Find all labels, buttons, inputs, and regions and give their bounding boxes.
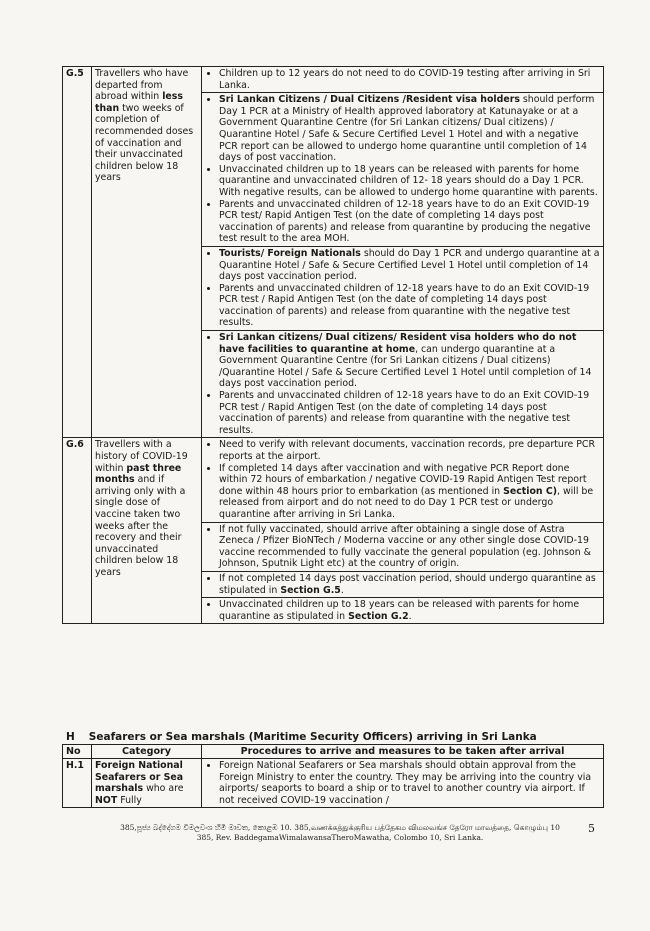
row-number: H.1 bbox=[63, 759, 92, 808]
row-number: G.5 bbox=[63, 67, 92, 438]
page-number: 5 bbox=[588, 822, 595, 835]
procedure-cell bbox=[202, 246, 604, 330]
footer-address-local: 385,පූජ්‍ය බද්දේගම විමලවංශ හිමි මාවත, කොළඹ 10. 385,வணக்கத்துக்குரிய பத்தேகம விமலவங்ச தேரோ மாவத்தை, கொழும்பு 10 bbox=[120, 823, 560, 832]
bullet-item: • If not completed 14 days post vaccination period, should undergo quarantine as stipulated in Section G.5. bbox=[219, 573, 600, 596]
bullet-item: • Foreign National Seafarers or Sea marshals should obtain approval from the Foreign Ministry to enter the country. They may be arriving into the country via airports/ seaports to board a ship or to travel to another country via airport. If not received COVID-19 vaccination / bbox=[219, 760, 600, 806]
category-cell: Travellers with a history of COVID-19 within past three months and if arriving only with a single dose of vaccine taken two weeks after the recovery and their unvaccinated children below 18 years bbox=[92, 438, 202, 624]
section-title: Seafarers or Sea marshals (Maritime Security Officers) arriving in Sri Lanka bbox=[88, 731, 537, 743]
bullet-item: • Sri Lankan Citizens / Dual Citizens /Resident visa holders should perform Day 1 PCR at a Ministry of Health approved laboratory at Katunayake or at a Government Quarantine Centre (for Sri Lankan citizens/ Dual citizens) / Quarantine Hotel / Safe & Secure Certified Level 1 Hotel and with a negative PCR report can be allowed to undergo home quarantine until completion of 14 days of post vaccination. bbox=[219, 94, 600, 164]
footer-address-english: 385, Rev. BaddegamaWimalawansaTheroMawatha, Colombo 10, Sri Lanka. bbox=[196, 833, 484, 842]
category-cell: Travellers who have departed from abroad within less than two weeks of completion of recommended doses of vaccination and their unvaccinated children below 18 years bbox=[92, 67, 202, 438]
bullet-item: • If not fully vaccinated, should arrive after obtaining a single dose of Astra Zeneca / Pfizer BioNTech / Moderna vaccine or any other single dose COVID-19 vaccine recommended to fully vaccinate the general population (eg. Johnson & Johnson, Sputnik Light etc) at the country of origin. bbox=[219, 524, 600, 570]
bullet-item: • Sri Lankan citizens/ Dual citizens/ Resident visa holders who do not have facilities to quarantine at home, can undergo quarantine at a Government Quarantine Centre (for Sri Lankan citizens / Dual citizens) /Quarantine Hotel / Safe & Secure Certified Level 1 Hotel until completion of 14 days post vaccination period. bbox=[219, 332, 600, 390]
table-header-row bbox=[63, 745, 604, 759]
bullet-item: • If completed 14 days after vaccination and with negative PCR Report done within 72 hours of embarkation / negative COVID-19 Rapid Antigen Test report done within 48 hours prior to embarkation (as mentioned in Section C), will be released from airport and do not need to do Day 1 PCR test or undergo quarantine after arriving in Sri Lanka. bbox=[219, 463, 600, 521]
header-no: No bbox=[63, 745, 92, 759]
procedure-cell bbox=[202, 93, 604, 247]
bullet-item: • Parents and unvaccinated children of 12-18 years have to do an Exit COVID-19 PCR test / Rapid Antigen Test (on the date of completing 14 days post vaccination of parents) and release from quarantine with the negative test results. bbox=[219, 283, 600, 329]
row-number: G.6 bbox=[63, 438, 92, 624]
table-row bbox=[63, 67, 604, 93]
bullet-item: • Unvaccinated children up to 18 years can be released with parents for home quarantine and unvaccinated children of 12- 18 years should do a Day 1 PCR. With negative results, can be allowed to undergo home quarantine with parents. bbox=[219, 164, 600, 199]
procedure-cell bbox=[202, 598, 604, 624]
procedure-cell bbox=[202, 759, 604, 808]
section-letter: H bbox=[66, 731, 75, 743]
guidelines-table-h bbox=[62, 744, 604, 808]
bullet-item: • Need to verify with relevant documents, vaccination records, pre departure PCR reports at the airport. bbox=[219, 439, 600, 462]
table-row bbox=[63, 759, 604, 808]
section-h-heading bbox=[66, 731, 537, 743]
header-category: Category bbox=[92, 745, 202, 759]
procedure-cell bbox=[202, 331, 604, 438]
bullet-item: • Parents and unvaccinated children of 12-18 years have to do an Exit COVID-19 PCR test / Rapid Antigen Test (on the date of completing 14 days post vaccination of parents) and release from quarantine with the negative test results. bbox=[219, 390, 600, 436]
procedure-cell bbox=[202, 67, 604, 93]
procedure-cell bbox=[202, 438, 604, 522]
procedure-cell bbox=[202, 522, 604, 571]
guidelines-table-g bbox=[62, 66, 604, 624]
bullet-item: • Parents and unvaccinated children of 12-18 years have to do an Exit COVID-19 PCR test/ Rapid Antigen Test (on the date of completing 14 days post vaccination of parents) and release from quarantine by producing the negative test result to the area MOH. bbox=[219, 199, 600, 245]
page-footer bbox=[120, 823, 560, 843]
procedure-cell bbox=[202, 571, 604, 597]
header-procedures: Procedures to arrive and measures to be taken after arrival bbox=[202, 745, 604, 759]
category-cell: Foreign National Seafarers or Sea marshals who are NOT Fully bbox=[92, 759, 202, 808]
bullet-item: • Tourists/ Foreign Nationals should do Day 1 PCR and undergo quarantine at a Quarantine Hotel / Safe & Secure Certified Level 1 Hotel until completion of 14 days post vaccination period. bbox=[219, 248, 600, 283]
bullet-item: • Children up to 12 years do not need to do COVID-19 testing after arriving in Sri Lanka. bbox=[219, 68, 600, 91]
table-row bbox=[63, 438, 604, 522]
bullet-item: • Unvaccinated children up to 18 years can be released with parents for home quarantine as stipulated in Section G.2. bbox=[219, 599, 600, 622]
